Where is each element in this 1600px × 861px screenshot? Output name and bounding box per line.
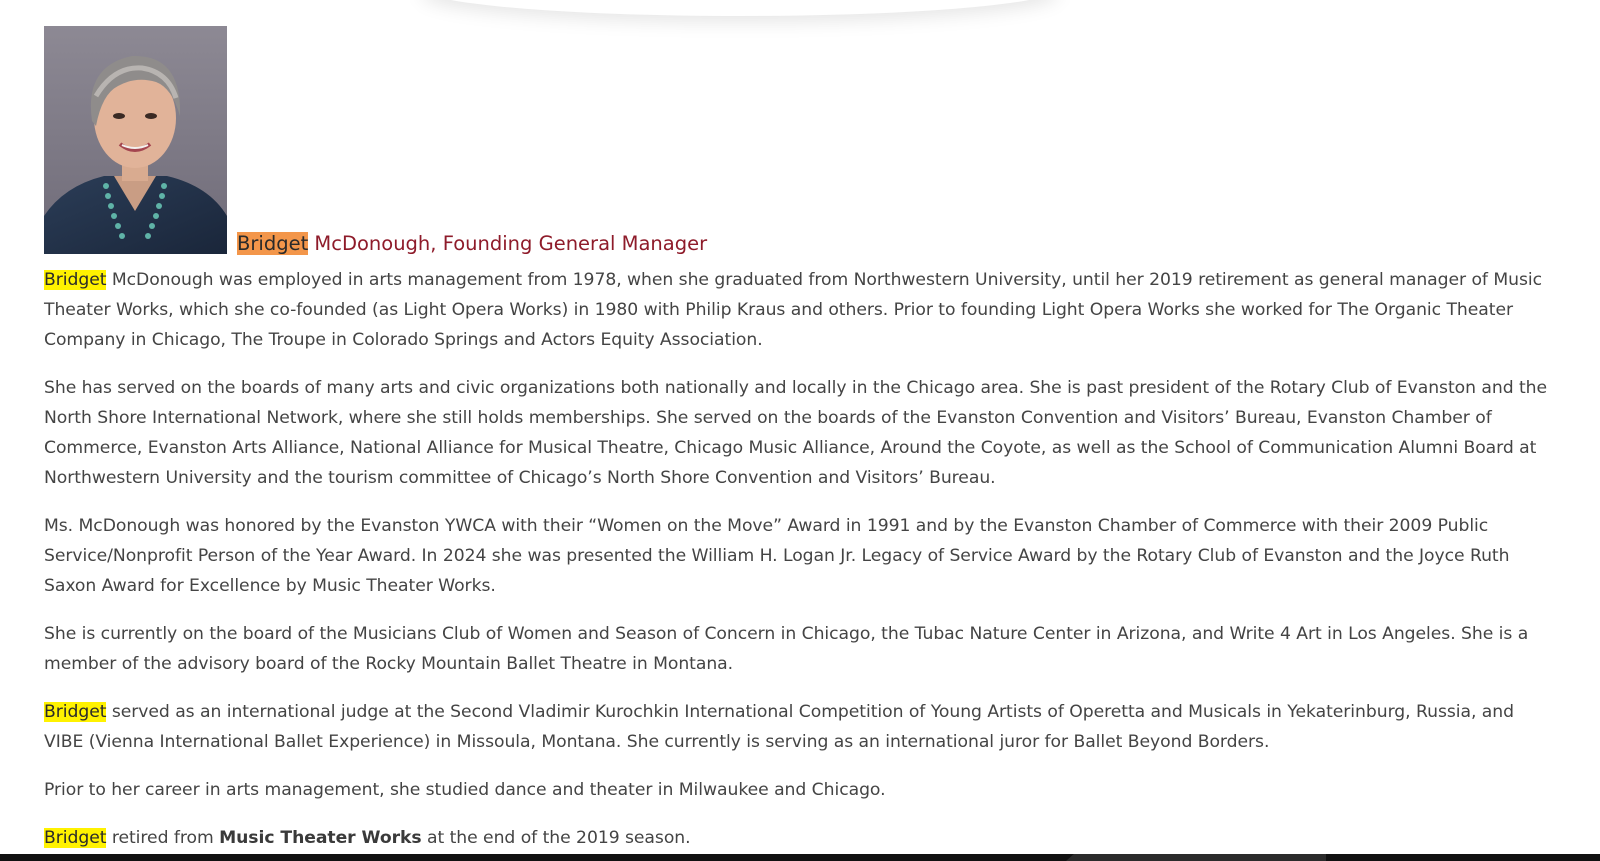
bio-paragraph-6: Prior to her career in arts management, she studied dance and theater in Milwaukee and Chicago.: [44, 780, 886, 800]
bio-header: [44, 21, 1554, 254]
company-name: Music Theater Works: [219, 828, 422, 848]
search-highlight: Bridget: [44, 702, 107, 722]
name-highlight: Bridget: [237, 232, 309, 255]
bio-paragraph-5: [44, 697, 1554, 757]
search-highlight: Bridget: [44, 270, 107, 290]
bio-section: [44, 21, 1554, 853]
bio-paragraph-7: [44, 823, 1554, 853]
page-title: [237, 231, 707, 257]
bio-paragraph-1: [44, 265, 1554, 355]
paragraph-text: retired from: [106, 828, 220, 848]
top-popup-shadow: [420, 0, 1060, 16]
bottom-bar: [0, 854, 1600, 861]
paragraph-text: at the end of the 2019 season.: [421, 828, 691, 848]
bottom-tab: [1066, 854, 1326, 861]
portrait-photo: [44, 26, 227, 254]
bio-paragraph-3: Ms. McDonough was honored by the Evanston YWCA with their “Women on the Move” Award in 1991 and by the Evanston Chamber of Commerce with their 2009 Public Service/Nonprofit Person of the Year Award. In 2024 she was presented the William H. Logan Jr. Legacy of Service Award by the Rotary Club of Evanston and the Joyce Ruth Saxon Award for Excellence by Music Theater Works.: [44, 516, 1510, 596]
search-highlight: Bridget: [44, 828, 107, 848]
paragraph-text: served as an international judge at the Second Vladimir Kurochkin International Competition of Young Artists of Operetta and Musicals in Yekaterinburg, Russia, and VIBE (Vienna International Ballet Experience) in Missoula, Montana. She currently is serving as an international juror for Ballet Beyond Borders.: [44, 702, 1514, 752]
paragraph-text: McDonough was employed in arts management from 1978, when she graduated from Northwestern University, until her 2019 retirement as general manager of Music Theater Works, which she co-founded (as Light Opera Works) in 1980 with Philip Kraus and others. Prior to founding Light Opera Works she worked for The Organic Theater Company in Chicago, The Troupe in Colorado Springs and Actors Equity Association.: [44, 270, 1543, 350]
title-text: McDonough, Founding General Manager: [308, 232, 708, 255]
bio-paragraph-2: She has served on the boards of many arts and civic organizations both nationally and locally in the Chicago area. She is past president of the Rotary Club of Evanston and the North Shore International Network, where she still holds memberships. She served on the boards of the Evanston Convention and Visitors’ Bureau, Evanston Chamber of Commerce, Evanston Arts Alliance, National Alliance for Musical Theatre, Chicago Music Alliance, Around the Coyote, as well as the School of Communication Alumni Board at Northwestern University and the tourism committee of Chicago’s North Shore Convention and Visitors’ Bureau.: [44, 378, 1548, 488]
bio-paragraph-4: She is currently on the board of the Musicians Club of Women and Season of Concern in Chicago, the Tubac Nature Center in Arizona, and Write 4 Art in Los Angeles. She is a member of the advisory board of the Rocky Mountain Ballet Theatre in Montana.: [44, 624, 1529, 674]
